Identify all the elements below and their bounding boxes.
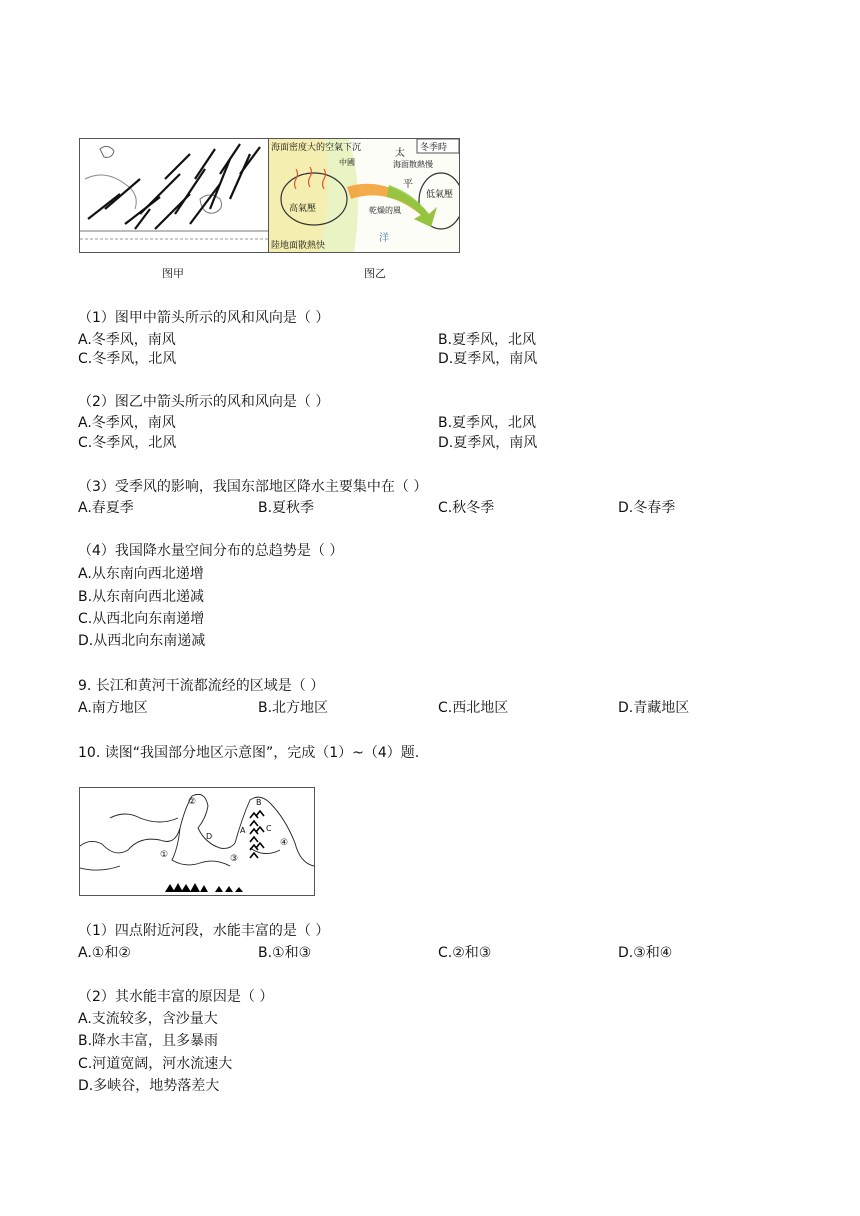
caption-yi: 图乙: [364, 267, 386, 280]
label-sea-cools-slow: 海面散熱慢: [393, 160, 433, 169]
q10-sub1-option-a[interactable]: A.①和②: [78, 945, 131, 961]
label-yang: 洋: [379, 233, 389, 244]
q8-sub1-option-b[interactable]: B.夏季风，北风: [438, 332, 537, 348]
q9-option-c[interactable]: C.西北地区: [438, 700, 509, 716]
label-dry-wind: 乾燥的風: [369, 206, 401, 215]
figure-yi-monsoon-diagram: [268, 138, 460, 253]
label-low-pressure: 低氣壓: [426, 190, 454, 200]
q8-sub1-option-c[interactable]: C.冬季风，北风: [78, 351, 177, 367]
q8-sub4-option-b[interactable]: B.从东南向西北递减: [78, 589, 205, 605]
q10-sub1-option-c[interactable]: C.②和③: [438, 945, 492, 961]
q8-sub1-stem: （1）图甲中箭头所示的风和风向是（ ）: [78, 310, 330, 326]
map-label-b: B: [256, 798, 262, 807]
q8-sub2-option-c[interactable]: C.冬季风，北风: [78, 435, 177, 451]
q8-sub2-option-b[interactable]: B.夏季风，北风: [438, 415, 537, 431]
label-cold-air-sinks: 海面密度大的空氣下沉: [271, 143, 362, 153]
q9-stem: 9. 长江和黄河干流都流经的区域是（ ）: [78, 678, 325, 694]
label-winter: 冬季時: [420, 143, 448, 153]
label-ping: 平: [403, 179, 413, 190]
q8-sub1-option-a[interactable]: A.冬季风，南风: [78, 332, 176, 348]
map-label-a: A: [240, 826, 246, 835]
map-point-4: ④: [280, 838, 289, 848]
q8-sub4-option-c[interactable]: C.从西北向东南递增: [78, 611, 205, 627]
q8-sub4-stem: （4）我国降水量空间分布的总趋势是（ ）: [78, 543, 344, 559]
map-label-c: C: [266, 824, 272, 833]
q8-sub1-option-d[interactable]: D.夏季风，南风: [438, 351, 538, 367]
q10-sub2-option-d[interactable]: D.多峡谷，地势落差大: [78, 1078, 220, 1094]
q10-sub2-option-c[interactable]: C.河道宽阔，河水流速大: [78, 1056, 233, 1072]
map-point-2: ②: [188, 797, 197, 807]
q10-sub1-option-d[interactable]: D.③和④: [618, 945, 673, 961]
map-point-1: ①: [160, 850, 169, 860]
figure-jia-wind-map: [79, 138, 269, 253]
q9-option-a[interactable]: A.南方地区: [78, 700, 148, 716]
q8-sub2-option-d[interactable]: D.夏季风，南风: [438, 435, 538, 451]
label-land-cools-fast: 陸地面散熱快: [271, 241, 326, 251]
q10-sub2-option-a[interactable]: A.支流较多，含沙量大: [78, 1011, 218, 1027]
figure-jia-svg: [80, 139, 268, 252]
map-label-d: D: [206, 832, 213, 841]
q8-sub2-option-a[interactable]: A.冬季风，南风: [78, 415, 176, 431]
q8-sub3-option-c[interactable]: C.秋冬季: [438, 500, 495, 516]
q10-sub2-stem: （2）其水能丰富的原因是（ ）: [78, 989, 274, 1005]
q10-sub1-option-b[interactable]: B.①和③: [258, 945, 312, 961]
q10-sub2-option-b[interactable]: B.降水丰富，且多暴雨: [78, 1033, 219, 1049]
q8-sub2-stem: （2）图乙中箭头所示的风和风向是（ ）: [78, 394, 330, 410]
q10-stem: 10. 读图“我国部分地区示意图”，完成（1）~（4）题.: [78, 745, 420, 761]
map-point-3: ③: [230, 854, 239, 864]
q8-sub4-option-a[interactable]: A.从东南向西北递增: [78, 566, 204, 582]
caption-jia: 图甲: [162, 267, 184, 280]
q10-map-svg: [80, 788, 314, 895]
q10-region-map: [79, 787, 315, 896]
q8-sub3-option-b[interactable]: B.夏秋季: [258, 500, 315, 516]
q8-sub3-stem: （3）受季风的影响，我国东部地区降水主要集中在（ ）: [78, 479, 428, 495]
q9-option-d[interactable]: D.青藏地区: [618, 700, 690, 716]
q8-sub3-option-d[interactable]: D.冬春季: [618, 500, 676, 516]
q10-sub1-stem: （1）四点附近河段，水能丰富的是（ ）: [78, 923, 330, 939]
label-tai: 太: [395, 148, 405, 159]
label-china: 中國: [339, 158, 355, 167]
q9-option-b[interactable]: B.北方地区: [258, 700, 329, 716]
q8-sub3-option-a[interactable]: A.春夏季: [78, 500, 134, 516]
q8-sub4-option-d[interactable]: D.从西北向东南递减: [78, 633, 206, 649]
label-high-pressure: 高氣壓: [289, 204, 317, 214]
